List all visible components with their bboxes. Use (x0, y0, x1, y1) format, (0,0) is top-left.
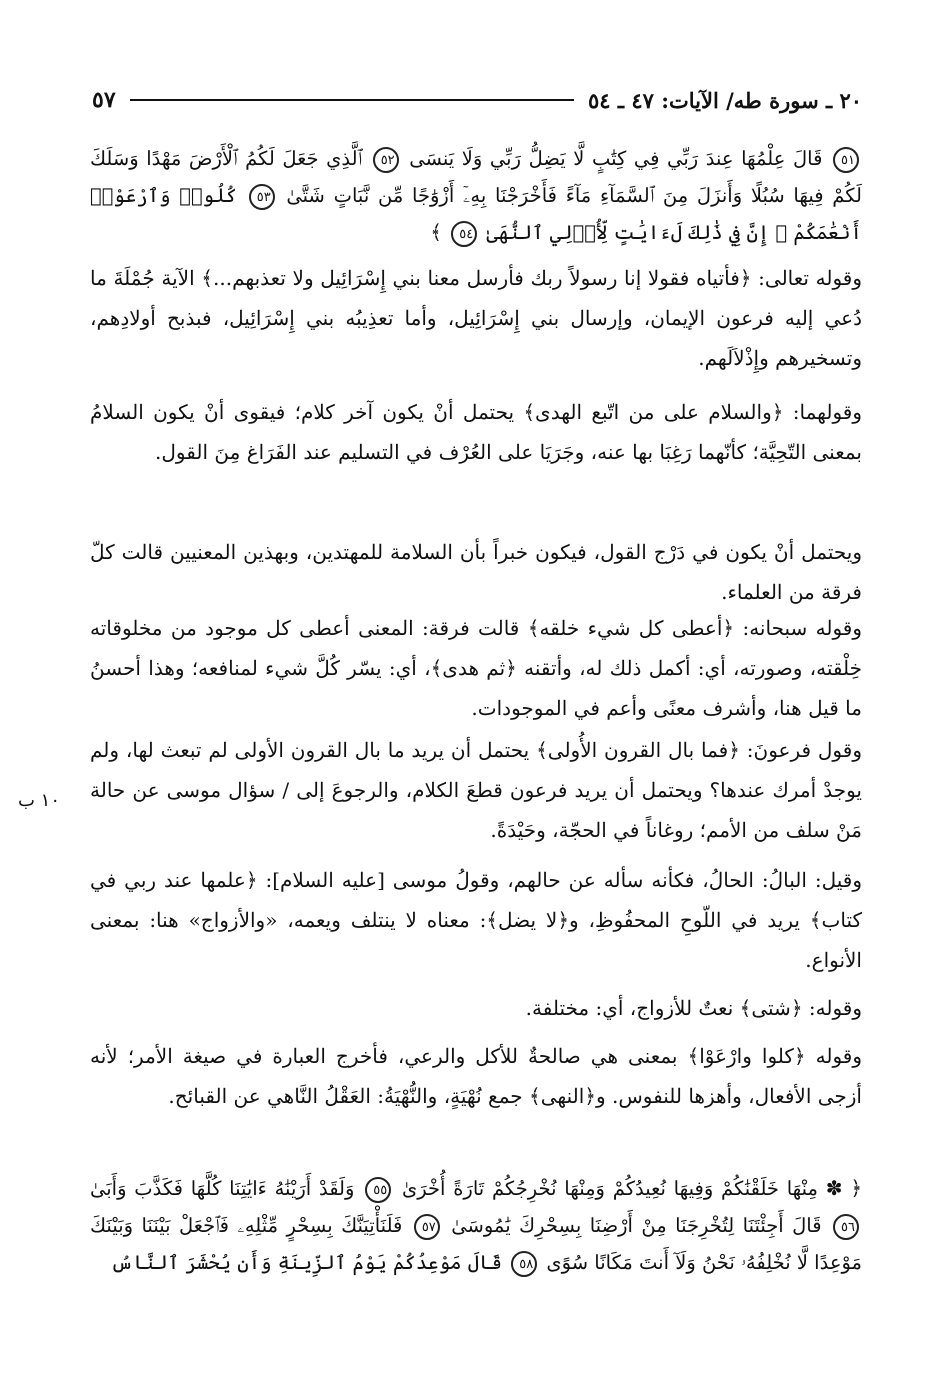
page-number: ٥٧ (92, 87, 116, 113)
page-header (92, 80, 862, 120)
verse-close-bracket: ﴾ (430, 220, 443, 244)
commentary-paragraph-3: ويحتمل أنْ يكون في دَرْج القول، فيكون خبراً بأن السلامة للمهتدين، وبهذين المعنيين قالت كلّ فرقة من العلماء. (90, 540, 862, 604)
verse-text: قَالَ أَجِئْتَنَا لِتُخْرِجَنَا مِنْ أَرْضِنَا بِسِحْرِكَ يَٰمُوسَىٰ (451, 1214, 822, 1237)
verse-marker: ٥٤ (451, 221, 477, 247)
quran-verses-bottom (90, 1170, 862, 1281)
header-title: ٢٠ ـ سورة طه/ الآيات: ٤٧ ـ ٥٤ (588, 87, 862, 113)
verse-text: ٱلَّذِي جَعَلَ لَكُمُ ٱلْأَرْضَ مَهْدًا وَسَلَكَ لَكُمْ فِيهَا سُبُلًا وَأَنزَلَ مِنَ ٱلسَّمَآءِ مَآءً فَأَخْرَجْنَا بِهِۦٓ أَزْوَٰجًا مِّن نَّبَاتٍ شَتَّىٰ (90, 147, 862, 207)
verse-open-bracket: ﴿ (850, 1176, 863, 1200)
verse-text: مِنْهَا خَلَقْنَٰكُمْ وَفِيهَا نُعِيدُكُمْ وَمِنْهَا نُخْرِجُكُمْ تَارَةً أُخْرَىٰ (401, 1177, 819, 1200)
commentary-paragraph-8: وقوله ﴿كلوا وارْعَوْا﴾ بمعنى هي صالحةٌ للأكل والرعي، فأخرج العبارة في صيغة الأمر؛ لأنه أزجى الأفعال، وأهزها للنفوس. و﴿النهى﴾ جمع نُهْيَةٍ، والنُّهْيَةُ: العَقْلُ النَّاهي عن القبائح. (90, 1044, 862, 1108)
verse-marker: ٥٢ (373, 147, 399, 173)
verse-text: قَالَ عِلْمُهَا عِندَ رَبِّي فِي كِتَٰبٍ لَّا يَضِلُّ رَبِّي وَلَا يَنسَى (409, 147, 823, 170)
verse-text: فَلَنَأْتِيَنَّكَ بِسِحْرٍ مِّثْلِهِۦ فَٱجْعَلْ بَيْنَنَا وَبَيْنَكَ مَوْعِدًا لَّا نُخْلِفُهُۥ نَحْنُ وَلَآ أَنتَ مَكَانًا سُوًى (90, 1214, 862, 1274)
margin-folio-note: ١٠ ب (18, 790, 61, 811)
verse-marker: ٥٧ (414, 1214, 440, 1240)
verse-text: كُلُوا۟ وَٱرْعَوْا۟ أَنْعَٰمَكُمْ ۗ إِنَّ فِي ذَٰلِكَ لَءَايَٰتٍ لِّأُو۟لِي ٱلنُّهَىٰ (90, 184, 862, 244)
commentary-paragraph-7: وقوله: ﴿شتى﴾ نعتٌ للأزواج، أي: مختلفة. (525, 996, 862, 1020)
commentary-paragraph-2: وقولهما: ﴿والسلام على من اتّبع الهدى﴾ يحتمل أنْ يكون آخر كلام؛ فيقوى أنْ يكون السلامُ بمعنى التّحِيَّة؛ كأنّهما رَغِبَا بها عنه، وجَرَيَا على العُرْف في التسليم عند الفَرَاغ مِنَ القول. (90, 400, 862, 464)
commentary-paragraph-6: وقيل: البالُ: الحالُ، فكأنه سأله عن حالهم، وقولُ موسى [عليه السلام]: ﴿علمها عند ربي في كتاب﴾ يريد في اللّوحِ المحفُوظِ، و﴿لا يضل﴾: معناه لا ينتلف ويعمه، «والأزواج» هنا: بمعنى الأنواع. (90, 868, 863, 972)
verse-marker: ٥٨ (511, 1251, 537, 1277)
commentary-paragraph-4: وقوله سبحانه: ﴿أعطى كل شيء خلقه﴾ قالت فرقة: المعنى أعطى كل موجود من مخلوقاته خِلْقته، وصورته، أي: أكمل ذلك له، وأتقنه ﴿ثم هدى﴾، أي: يسّر كُلَّ شيء لمنافعه؛ وهذا أحسنُ ما قيل هنا، وأشرف معنًى وأعم في الموجودات. (90, 616, 862, 720)
verse-marker: ٥١ (833, 147, 859, 173)
quran-verses-top (90, 140, 862, 251)
commentary-paragraph-1: وقوله تعالى: ﴿فأتياه فقولا إنا رسولاً ربك فأرسل معنا بني إِسْرَائِيل ولا تعذبهم...﴾ الآية جُمْلَةَ ما دُعي إليه فرعون الإيمان، وإرسال بني إِسْرَائِيل، وأما تعذِيبُه بني إِسْرَائِيل، فبذبح أولادِهم، وتسخيرهم وإِذْلاَلَهم. (90, 266, 863, 370)
verse-text: قَالَ مَوْعِدُكُمْ يَوْمُ ٱلزِّينَةِ وَأَن يُحْشَرَ ٱلنَّاسُ (110, 1251, 503, 1274)
hizb-star-icon: ✽ (825, 1176, 843, 1200)
commentary-paragraph-5: وقول فرعونَ: ﴿فما بال القرون الأُولى﴾ يحتمل أن يريد ما بال القرون الأولى لم تبعث لها، ولم يوجدْ أمرك عندها؟ ويحتمل أن يريد فرعون قطعَ الكلام، والرجوعَ إلى / سؤال موسى عن حالة مَنْ سلف من الأمم؛ روغاناً في الحجّة، وحَيْدَةً. (90, 738, 862, 842)
verse-marker: ٥٦ (833, 1214, 859, 1240)
header-rule (130, 99, 574, 101)
verse-marker: ٥٣ (249, 184, 275, 210)
verse-marker: ٥٥ (365, 1177, 391, 1203)
verse-text: وَلَقَدْ أَرَيْنَٰهُ ءَايَٰتِنَا كُلَّهَا فَكَذَّبَ وَأَبَىٰ (90, 1177, 355, 1200)
